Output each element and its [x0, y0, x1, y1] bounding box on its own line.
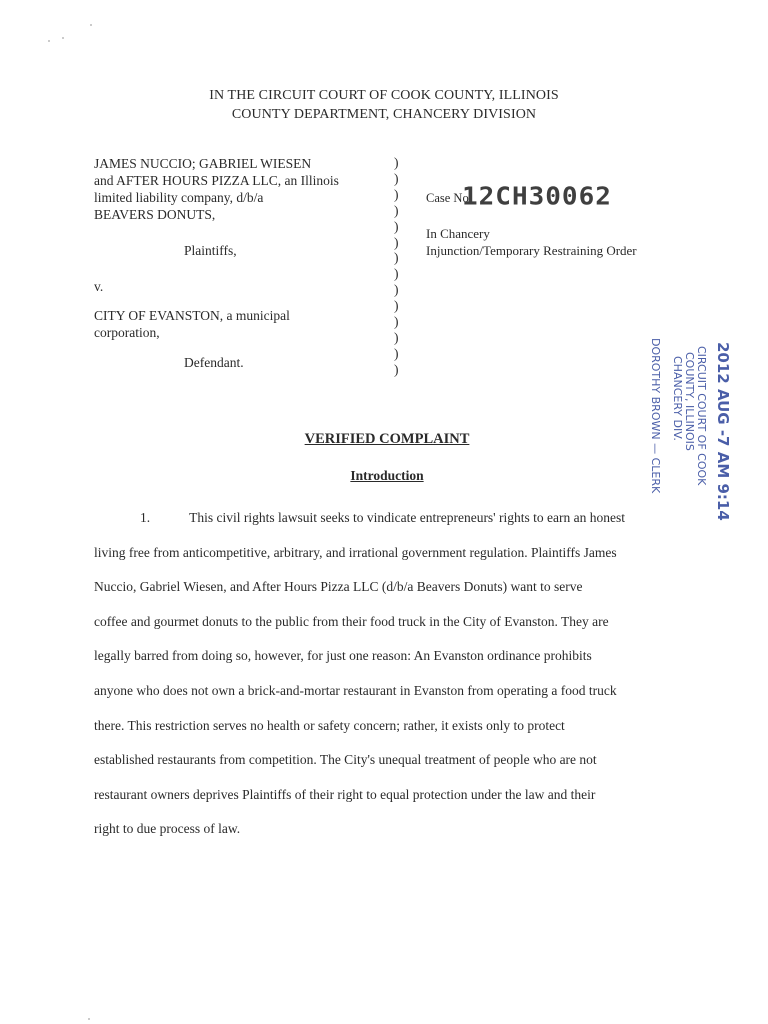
paragraph-line-first	[94, 501, 684, 536]
chancery-label: In Chancery	[426, 226, 490, 241]
paren: )	[394, 266, 399, 282]
stamp-court-line: COUNTY, ILLINOIS	[683, 352, 696, 451]
case-caption-details	[426, 182, 726, 259]
paragraph-line: living free from anticompetitive, arbitrary, and irrational government regulation. Plaintiffs James	[94, 544, 617, 560]
section-heading: Introduction	[350, 468, 424, 483]
paragraph-1	[94, 501, 684, 847]
scan-speck	[90, 24, 92, 26]
plaintiff-line: limited liability company, d/b/a	[94, 190, 264, 205]
paren: )	[394, 250, 399, 266]
paren: )	[394, 282, 399, 298]
court-header	[0, 86, 768, 124]
paren: )	[394, 218, 399, 234]
defendant-line: CITY OF EVANSTON, a municipal	[94, 308, 290, 323]
paren: )	[394, 234, 399, 250]
paragraph-line: established restaurants from competition. The City's unequal treatment of people who are not	[94, 752, 597, 768]
plaintiffs-label: Plaintiffs,	[184, 243, 237, 258]
paragraph-line: anyone who does not own a brick-and-mortar restaurant in Evanston from operating a food truck	[94, 682, 617, 698]
scan-speck	[48, 40, 50, 42]
scan-speck	[62, 37, 64, 39]
stamp-clerk: DOROTHY BROWN — CLERK	[649, 338, 662, 494]
paren: )	[394, 329, 399, 345]
plaintiff-line: JAMES NUCCIO; GABRIEL WIESEN	[94, 156, 312, 171]
paren: )	[394, 170, 399, 186]
case-number-label: Case No.	[426, 191, 472, 205]
paren: )	[394, 298, 399, 314]
case-number-row	[426, 182, 726, 221]
paragraph-line: coffee and gourmet donuts to the public from their food truck in the City of Evanston. They are	[94, 613, 609, 629]
paragraph-line: right to due process of law.	[94, 821, 241, 837]
paren: )	[394, 186, 399, 202]
paragraph-line: restaurant owners deprives Plaintiffs of their right to equal protection under the law and their	[94, 786, 596, 802]
paragraph-line: Nuccio, Gabriel Wiesen, and After Hours Pizza LLC (d/b/a Beavers Donuts) want to serve	[94, 579, 583, 595]
paragraph-line: This civil rights lawsuit seeks to vindicate entrepreneurs' rights to earn an honest	[189, 510, 625, 525]
paren: )	[394, 314, 399, 330]
paragraph-line: there. This restriction serves no health or safety concern; rather, it exists only to protect	[94, 717, 565, 733]
paren: )	[394, 345, 399, 361]
plaintiff-line: BEAVERS DONUTS,	[94, 207, 216, 222]
stamp-court-line: CIRCUIT COURT OF COOK	[695, 346, 708, 486]
filed-stamp	[538, 318, 748, 528]
paren: )	[394, 361, 399, 377]
stamp-date: 2012 AUG -7 AM 9:14	[714, 342, 732, 521]
court-division: COUNTY DEPARTMENT, CHANCERY DIVISION	[231, 107, 537, 122]
paragraph-number: 1.	[140, 510, 151, 525]
defendant-label: Defendant.	[184, 355, 244, 370]
stamp-court-line: CHANCERY DIV.	[671, 356, 684, 441]
court-name: IN THE CIRCUIT COURT OF COOK COUNTY, ILLINOIS	[209, 88, 559, 103]
paragraph-line: legally barred from doing so, however, for just one reason: An Evanston ordinance prohibits	[94, 648, 592, 664]
plaintiff-line: and AFTER HOURS PIZZA LLC, an Illinois	[94, 173, 339, 188]
relief-type: Injunction/Temporary Restraining Order	[426, 243, 637, 258]
document-title: VERIFIED COMPLAINT	[304, 431, 470, 447]
caption-parentheses	[394, 155, 399, 378]
versus-label: v.	[94, 279, 104, 294]
defendant-line: corporation,	[94, 325, 160, 340]
scan-speck	[88, 1018, 90, 1020]
case-caption-parties	[94, 155, 384, 371]
paren: )	[394, 155, 399, 170]
stamp-filed	[747, 372, 748, 528]
case-number-stamp: 12CH30062	[462, 182, 612, 212]
paren: )	[394, 202, 399, 218]
